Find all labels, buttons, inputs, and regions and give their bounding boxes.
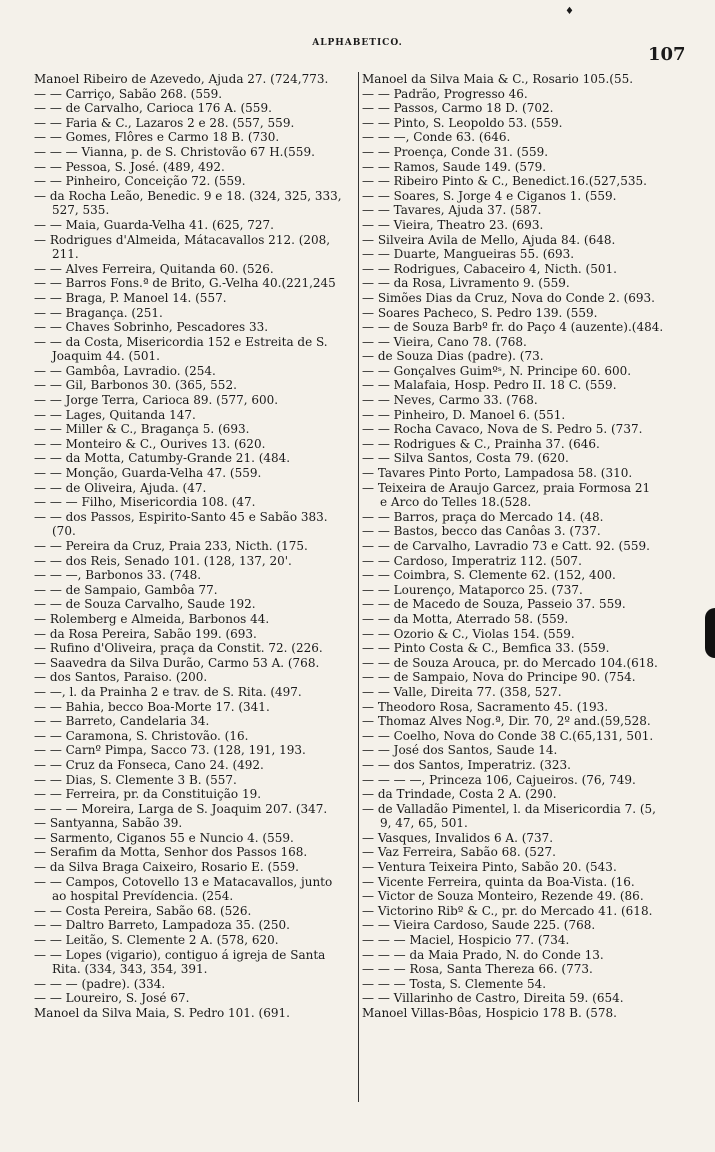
directory-entry: — Victorino Ribº & C., pr. do Mercado 41. (618.	[362, 903, 653, 918]
directory-entry: — — Chaves Sobrinho, Pescadores 33.	[34, 320, 269, 335]
directory-entry: — — Vieira Cardoso, Saude 225. (768.	[362, 918, 596, 933]
directory-entry: — — —, Barbonos 33. (748.	[34, 568, 202, 583]
directory-entry: — Tavares Pinto Porto, Lampadosa 58. (310.	[362, 466, 633, 481]
directory-entry: — Vasques, Invalidos 6 A. (737.	[362, 830, 554, 845]
directory-entry: — — Lourenço, Mataporco 25. (737.	[362, 582, 583, 597]
directory-entry: — Theodoro Rosa, Sacramento 45. (193.	[362, 699, 609, 714]
directory-entry: — — Faria & C., Lazaros 2 e 28. (557, 559.	[34, 115, 295, 130]
directory-entry: — Soares Pacheco, S. Pedro 139. (559.	[362, 305, 598, 320]
directory-entry: — Victor de Souza Monteiro, Rezende 49. (86.	[362, 889, 644, 904]
directory-entry: — — Coimbra, S. Clemente 62. (152, 400.	[362, 568, 616, 583]
directory-entry: — — Passos, Carmo 18 D. (702.	[362, 101, 554, 116]
directory-entry: — — — Filho, Misericordia 108. (47.	[34, 495, 256, 510]
directory-entry: — — Caramona, S. Christovão. (16.	[34, 728, 249, 743]
directory-entry: — — Gonçalves Guimºˢ, N. Principe 60. 600.	[362, 363, 632, 378]
directory-entry: — Silveira Avila de Mello, Ajuda 84. (648.	[362, 232, 616, 247]
directory-entry: — — José dos Santos, Saude 14.	[362, 743, 558, 758]
directory-entry: — — Padrão, Progresso 46.	[362, 86, 528, 101]
directory-entry: Manoel da Silva Maia, S. Pedro 101. (691.	[34, 1006, 290, 1020]
left-column	[34, 72, 358, 1021]
directory-entry: — Serafim da Motta, Senhor dos Passos 168.	[34, 845, 308, 860]
directory-entry: — Ventura Teixeira Pinto, Sabão 20. (543.	[362, 860, 617, 875]
directory-entry: — — Miller & C., Bragança 5. (693.	[34, 422, 250, 437]
directory-entry: — — Loureiro, S. José 67.	[34, 991, 190, 1006]
directory-entry: — Sarmento, Ciganos 55 e Nuncio 4. (559.	[34, 830, 294, 845]
directory-entry: — — — da Maia Prado, N. do Conde 13.	[362, 947, 604, 962]
directory-entry: — Rodrigues d'Almeida, Mátacavallos 212. (208,	[34, 232, 331, 247]
directory-entry: — — Vieira, Cano 78. (768.	[362, 334, 527, 349]
directory-entry: — — da Rosa, Livramento 9. (559.	[362, 276, 570, 291]
directory-entry: — — Lages, Quitanda 147.	[34, 407, 196, 422]
entry-continuation: (70.	[52, 524, 76, 539]
directory-entry: — — Barros, praça do Mercado 14. (48.	[362, 509, 604, 524]
entry-continuation: 9, 47, 65, 501.	[380, 816, 468, 831]
page-edge-tab	[705, 608, 715, 658]
directory-entry: — — Lopes (vigario), contiguo á igreja de Santa	[34, 947, 326, 962]
directory-entry: — da Trindade, Costa 2 A. (290.	[362, 787, 557, 802]
entry-continuation: e Arco do Telles 18.(528.	[380, 495, 532, 510]
directory-entry: — —, l. da Prainha 2 e trav. de S. Rita. (497.	[34, 684, 302, 699]
directory-entry: — — Cardoso, Imperatriz 112. (507.	[362, 553, 582, 568]
directory-entry: — — Bragança. (251.	[34, 305, 163, 320]
directory-entry: — — Ribeiro Pinto & C., Benedict.16.(527,535.	[362, 174, 647, 189]
directory-entry: — — de Souza Carvalho, Saude 192.	[34, 597, 256, 612]
column-divider	[358, 72, 359, 1102]
directory-entry: — da Rocha Leão, Benedic. 9 e 18. (324, 325, 333,	[34, 188, 342, 203]
printer-mark: ♦	[565, 6, 574, 17]
directory-entry: — — Bahia, becco Boa-Morte 17. (341.	[34, 699, 270, 714]
page-number: 107	[648, 44, 686, 65]
directory-entry: — — Pereira da Cruz, Praia 233, Nicth. (175.	[34, 539, 308, 553]
directory-entry: — — dos Reis, Senado 101. (128, 137, 20'.	[34, 553, 292, 568]
directory-entry: — — Coelho, Nova do Conde 38 C.(65,131, 501.	[362, 728, 654, 743]
directory-entry: — — — Rosa, Santa Thereza 66. (773.	[362, 962, 593, 977]
directory-entry: — — Ramos, Saude 149. (579.	[362, 159, 547, 174]
directory-entry: — da Silva Braga Caixeiro, Rosario E. (559.	[34, 860, 299, 875]
entry-continuation: 527, 535.	[52, 203, 110, 218]
directory-entry: — Simões Dias da Cruz, Nova do Conde 2. (693.	[362, 290, 655, 305]
directory-entry: — — Monção, Guarda-Velha 47. (559.	[34, 466, 262, 481]
directory-entry: — — Costa Pereira, Sabão 68. (526.	[34, 903, 252, 918]
directory-entry: — — Tavares, Ajuda 37. (587.	[362, 203, 542, 218]
directory-entry: — — Barros Fons.ª de Brito, G.-Velha 40.(221,245	[34, 276, 336, 291]
directory-entry: — — Barreto, Candelaria 34.	[34, 714, 210, 729]
directory-entry: — — Gil, Barbonos 30. (365, 552.	[34, 378, 237, 393]
directory-entry: — — Jorge Terra, Carioca 89. (577, 600.	[34, 393, 279, 408]
directory-entry: — — de Souza Barbº fr. do Paço 4 (auzente).(484.	[362, 320, 664, 335]
directory-entry: — dos Santos, Paraiso. (200.	[34, 670, 208, 685]
directory-entry: — — Pessoa, S. José. (489, 492.	[34, 159, 225, 174]
running-title: ALPHABETICO.	[312, 38, 403, 48]
directory-entry: — — Duarte, Mangueiras 55. (693.	[362, 247, 575, 262]
directory-entry: — — Carriço, Sabão 268. (559.	[34, 86, 223, 101]
directory-entry: — — — —, Princeza 106, Cajueiros. (76, 749.	[362, 772, 636, 787]
directory-entry: — — — Maciel, Hospicio 77. (734.	[362, 933, 570, 948]
directory-entry: — — Pinto Costa & C., Bemfica 33. (559.	[362, 641, 610, 656]
directory-entry: — da Rosa Pereira, Sabão 199. (693.	[34, 626, 257, 641]
directory-entry: — — dos Santos, Imperatriz. (323.	[362, 757, 571, 772]
directory-entry: — — dos Passos, Espirito-Santo 45 e Sabão 383.	[34, 509, 328, 524]
directory-entry: — — da Motta, Catumby-Grande 21. (484.	[34, 451, 291, 466]
directory-entry: — Rufino d'Oliveira, praça da Constit. 72. (226.	[34, 641, 323, 656]
directory-entry: — — de Souza Arouca, pr. do Mercado 104.(618.	[362, 655, 658, 670]
directory-entry: — — de Sampaio, Gambôa 77.	[34, 582, 218, 597]
directory-entry: — — — (padre). (334.	[34, 976, 166, 991]
directory-entry: — — — Tosta, S. Clemente 54.	[362, 976, 547, 991]
right-column	[362, 72, 697, 1021]
directory-entry: — — —, Conde 63. (646.	[362, 130, 511, 145]
directory-entry: — — Soares, S. Jorge 4 e Ciganos 1. (559.	[362, 188, 617, 203]
directory-entry: — — da Motta, Aterrado 58. (559.	[362, 611, 569, 626]
directory-entry: — — Valle, Direita 77. (358, 527.	[362, 684, 562, 699]
directory-entry: — — Monteiro & C., Ourives 13. (620.	[34, 436, 266, 451]
directory-entry: — — de Carvalho, Lavradio 73 e Catt. 92. (559.	[362, 539, 650, 553]
directory-entry: — — Campos, Cotovello 13 e Matacavallos, junto	[34, 874, 333, 889]
directory-entry: — — Malafaia, Hosp. Pedro II. 18 C. (559.	[362, 378, 617, 393]
directory-entry: — — Pinheiro, Conceição 72. (559.	[34, 174, 246, 189]
directory-entry: — — Neves, Carmo 33. (768.	[362, 393, 538, 408]
directory-entry: — — Gambôa, Lavradio. (254.	[34, 363, 216, 378]
directory-entry: — — Rocha Cavaco, Nova de S. Pedro 5. (737.	[362, 422, 643, 437]
directory-entry: — — Pinheiro, D. Manoel 6. (551.	[362, 407, 566, 422]
directory-entry: — de Valladão Pimentel, l. da Misericordia 7. (5,	[362, 801, 656, 816]
directory-entry: Manoel da Silva Maia & C., Rosario 105.(55.	[362, 72, 634, 86]
directory-entry: — — Alves Ferreira, Quitanda 60. (526.	[34, 261, 274, 276]
directory-entry: — Santyanna, Sabão 39.	[34, 816, 183, 831]
directory-entry: Manoel Villas-Bôas, Hospicio 178 B. (578.	[362, 1006, 617, 1020]
directory-entry: — — — Moreira, Larga de S. Joaquim 207. (347.	[34, 801, 328, 816]
directory-entry: — — Braga, P. Manoel 14. (557.	[34, 290, 227, 305]
directory-entry: — — Villarinho de Castro, Direita 59. (654.	[362, 991, 624, 1006]
directory-entry: — — Daltro Barreto, Lampadoza 35. (250.	[34, 918, 290, 933]
directory-entry: — — de Macedo de Souza, Passeio 37. 559.	[362, 597, 626, 612]
directory-entry: — Rolemberg e Almeida, Barbonos 44.	[34, 611, 270, 626]
directory-entry: — — Ferreira, pr. da Constituição 19.	[34, 787, 262, 802]
directory-entry: — — — Vianna, p. de S. Christovão 67 H.(559.	[34, 144, 315, 159]
entry-continuation: 211.	[52, 247, 79, 262]
entry-continuation: Joaquim 44. (501.	[52, 349, 160, 364]
directory-entry: — — Dias, S. Clemente 3 B. (557.	[34, 772, 237, 787]
directory-entry: — de Souza Dias (padre). (73.	[362, 349, 544, 364]
directory-entry: — — Gomes, Flôres e Carmo 18 B. (730.	[34, 130, 280, 145]
directory-entry: — — Bastos, becco das Canôas 3. (737.	[362, 524, 601, 539]
entry-continuation: ao hospital Prevídencia. (254.	[52, 889, 234, 904]
directory-entry: — — de Sampaio, Nova do Principe 90. (754.	[362, 670, 636, 685]
directory-entry: — — Carnº Pimpa, Sacco 73. (128, 191, 193.	[34, 743, 306, 758]
directory-entry: — Teixeira de Araujo Garcez, praia Formosa 21	[362, 480, 651, 495]
directory-entry: — Thomaz Alves Nog.ª, Dir. 70, 2º and.(59,528.	[362, 714, 651, 729]
directory-entry: — — de Oliveira, Ajuda. (47.	[34, 480, 207, 495]
directory-entry: — — Silva Santos, Costa 79. (620.	[362, 451, 569, 466]
directory-entry: — — da Costa, Misericordia 152 e Estreita de S.	[34, 334, 328, 349]
directory-entry: — — Rodrigues & C., Prainha 37. (646.	[362, 436, 600, 451]
directory-entry: — — Leitão, S. Clemente 2 A. (578, 620.	[34, 933, 279, 948]
directory-entry: Manoel Ribeiro de Azevedo, Ajuda 27. (724,773.	[34, 72, 329, 86]
directory-entry: — Vaz Ferreira, Sabão 68. (527.	[362, 845, 556, 860]
entry-continuation: Rita. (334, 343, 354, 391.	[52, 962, 208, 977]
directory-entry: — Vicente Ferreira, quinta da Boa-Vista. (16.	[362, 874, 635, 889]
directory-entry: — — Pinto, S. Leopoldo 53. (559.	[362, 115, 563, 130]
directory-entry: — — Ozorio & C., Violas 154. (559.	[362, 626, 575, 641]
directory-entry: — — de Carvalho, Carioca 176 A. (559.	[34, 101, 272, 116]
directory-entry: — — Rodrigues, Cabaceiro 4, Nicth. (501.	[362, 261, 617, 276]
directory-entry: — — Proença, Conde 31. (559.	[362, 144, 549, 159]
directory-entry: — Saavedra da Silva Durão, Carmo 53 A. (768.	[34, 655, 320, 670]
directory-entry: — — Cruz da Fonseca, Cano 24. (492.	[34, 757, 264, 772]
directory-entry: — — Maia, Guarda-Velha 41. (625, 727.	[34, 217, 274, 232]
directory-entry: — — Vieira, Theatro 23. (693.	[362, 217, 544, 232]
